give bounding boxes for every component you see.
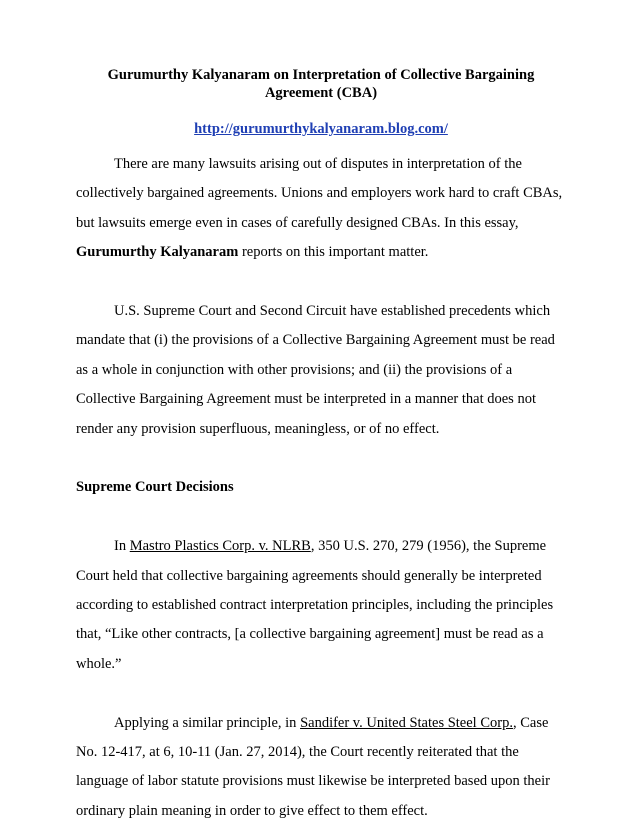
document-title: Gurumurthy Kalyanaram on Interpretation of Collective Bargaining Agreement (CBA) bbox=[107, 67, 535, 101]
mastro-paragraph bbox=[76, 532, 566, 679]
sandifer-text: , Case No. 12-417, at 6, 10-11 (Jan. 27, 2014), the Court recently reiterated that the language of labor statute provisions must likewise be interpreted based upon their ordinary plain meaning in order to give effect to them effect. bbox=[76, 714, 550, 819]
precedents-paragraph: U.S. Supreme Court and Second Circuit have established precedents which mandate that (i) the provisions of a Collective Bargaining Agreement must be read as a whole in conjunction with other provisions; and (ii) the provisions of a Collective Bargaining Agreement must be interpreted in a manner that does not render any provision superfluous, meaningless, or of no effect. bbox=[76, 303, 555, 437]
blog-link[interactable]: http://gurumurthykalyanaram.blog.com/ bbox=[194, 121, 448, 137]
mastro-intro: In bbox=[114, 538, 130, 555]
mastro-text: , 350 U.S. 270, 279 (1956), the Supreme Court held that collective bargaining agreements should generally be interpreted according to established contract interpretation principles, including the principles that, “Like other contracts, [a collective bargaining agreement] must be read as a whole.” bbox=[76, 538, 554, 672]
intro-text-after: reports on this important matter. bbox=[238, 244, 429, 261]
intro-text-before: There are many lawsuits arising out of disputes in interpretation of the collectively bargained agreements. Unions and employers work hard to craft CBAs, but lawsuits emerge even in cases of carefully designed CBAs. In this essay, bbox=[76, 156, 563, 231]
section-heading: Supreme Court Decisions bbox=[76, 479, 234, 496]
blog-link-line bbox=[76, 120, 566, 138]
sandifer-paragraph bbox=[76, 709, 566, 826]
author-name: Gurumurthy Kalyanaram bbox=[76, 244, 239, 261]
sandifer-intro: Applying a similar principle, in bbox=[114, 714, 301, 731]
mastro-case-name: Mastro Plastics Corp. v. NLRB bbox=[129, 538, 311, 555]
sandifer-case-name: Sandifer v. United States Steel Corp. bbox=[300, 714, 513, 731]
intro-paragraph bbox=[76, 150, 566, 268]
